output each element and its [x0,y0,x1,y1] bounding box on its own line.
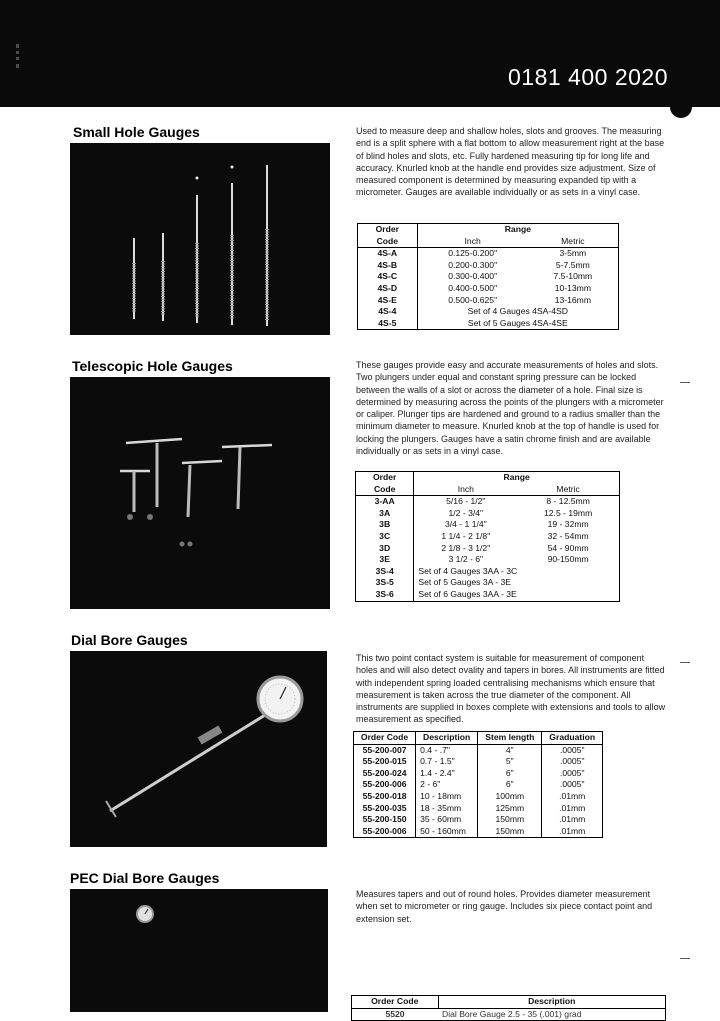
col-order: Order [356,472,414,484]
pec-dial-bore-table [351,995,666,1021]
table-row: 4S-4 Set of 4 Gauges 4SA-4SD [358,306,619,318]
header-bar [0,0,720,107]
edge-tick [680,662,690,663]
section-title-pec-dial-bore: PEC Dial Bore Gauges [70,870,220,886]
scan-mark [16,44,29,68]
col-range: Range [504,224,531,234]
table-row: 55-200-035 18 - 35mm 125mm .01mm [354,803,603,815]
table-row: 55-200-018 10 - 18mm 100mm .01mm [354,791,603,803]
col-description: Description [438,996,666,1009]
dial-bore-table [353,731,603,838]
telescopic-gauges-photo [70,377,330,609]
col-range: Range [503,472,530,482]
table-row: 5520 Dial Bore Gauge 2.5 - 35 (.001) grad [385,1008,582,1019]
table-row: 3D 2 1/8 - 3 1/2" 54 - 90mm [356,543,620,555]
table-row: 4S-E 0.500-0.625" 13-16mm [358,295,619,307]
table-row: 3S-6 Set of 6 Gauges 3AA - 3E [356,589,620,601]
section-title-small-hole: Small Hole Gauges [73,124,200,140]
col-code: Code [358,236,418,248]
pec-dial-bore-photo [70,889,328,1012]
section-title-dial-bore: Dial Bore Gauges [71,632,188,648]
telescopic-description: These gauges provide easy and accurate measurements of holes and slots. Two plungers under equal and constant spring pressure can be locked between the walls of a slot or across the diameter of a hole. Final size is determined by measuring across the points of the plungers with a micrometer or caliper. Plunger tips are hardened and ground to a radius smaller than the minimum diameter to measure. Knurled knob at the top of handle is used for locking the plungers. Gauges have a satin chrome finish and are available individually or as sets in a vinyl case. [356,360,664,457]
table-row: 3S-5 Set of 5 Gauges 3A - 3E [356,577,620,589]
edge-tick [680,382,690,383]
section-title-telescopic: Telescopic Hole Gauges [72,358,233,374]
table-row: 55-200-150 35 - 60mm 150mm .01mm [354,814,603,826]
col-inch: Inch [417,236,528,248]
table-row: 4S-D 0.400-0.500" 10-13mm [358,283,619,295]
table-row: 3B 3/4 - 1 1/4" 19 - 32mm [356,519,620,531]
telescopic-table [355,471,620,602]
table-row: 3A 1/2 - 3/4" 12.5 - 19mm [356,508,620,520]
table-row: 3S-4 Set of 4 Gauges 3AA - 3C [356,566,620,578]
table-row: 3-AA 5/16 - 1/2" 8 - 12.5mm [356,496,620,508]
col-metric: Metric [528,236,619,248]
edge-tick [680,958,690,959]
col-graduation: Graduation [542,732,603,745]
dial-bore-gauge-photo [70,651,327,847]
table-row: 3E 3 1/2 - 6" 90-150mm [356,554,620,566]
table-row: 4S-5 Set of 5 Gauges 4SA-4SE [358,318,619,330]
small-hole-table [357,223,619,330]
small-hole-gauges-photo [70,143,330,335]
table-row: 3C 1 1/4 - 2 1/8" 32 - 54mm [356,531,620,543]
table-row: 4S-A 0.125-0.200" 3-5mm [358,248,619,260]
col-inch: Inch [414,484,517,496]
dial-bore-description: This two point contact system is suitable for measurement of component holes and will also detect ovality and tapers in bores. All instruments are fitted with independent spring loaded centralising mechanisms which ensure that measurement is taken across the true diameter of the component. All instruments are supplied in boxes complete with extensions and tools to allow measurement as specified. [356,653,666,725]
phone-number: 0181 400 2020 [508,64,668,90]
col-description: Description [416,732,478,745]
table-row: 55-200-015 0.7 - 1.5" 5" .0005" [354,756,603,768]
table-row: 55-200-006 2 - 6" 6" .0005" [354,779,603,791]
col-stem-length: Stem length [478,732,542,745]
small-hole-description: Used to measure deep and shallow holes, slots and grooves. The measuring end is a split sphere with a flat bottom to allow measurement right at the base of blind holes and slots, etc. Fully hardened measuring tip for long life and accuracy. Knurled knob at the handle end provides size adjustment. Size of measured component is determined by measuring expanded tip with a micrometer. Gauges are available individually or as sets in a vinyl case. [356,126,665,198]
col-order-code: Order Code [352,996,439,1009]
page-tab-marker [670,96,692,118]
pec-dial-bore-description: Measures tapers and out of round holes. Provides diameter measurement when set to micrometer or ring gauge. Includes six piece contact point and extension set. [356,889,653,924]
table-row: 55-200-007 0.4 - .7" 4" .0005" [354,744,603,756]
col-order-code: Order Code [354,732,416,745]
col-order: Order [358,224,418,236]
table-row: 55-200-006 50 - 160mm 150mm .01mm [354,826,603,838]
table-row: 55-200-024 1.4 - 2.4" 6" .0005" [354,768,603,780]
table-row: 4S-C 0.300-0.400" 7.5-10mm [358,271,619,283]
table-row: 4S-B 0.200-0.300" 5-7.5mm [358,260,619,272]
col-metric: Metric [517,484,619,496]
col-code: Code [356,484,414,496]
